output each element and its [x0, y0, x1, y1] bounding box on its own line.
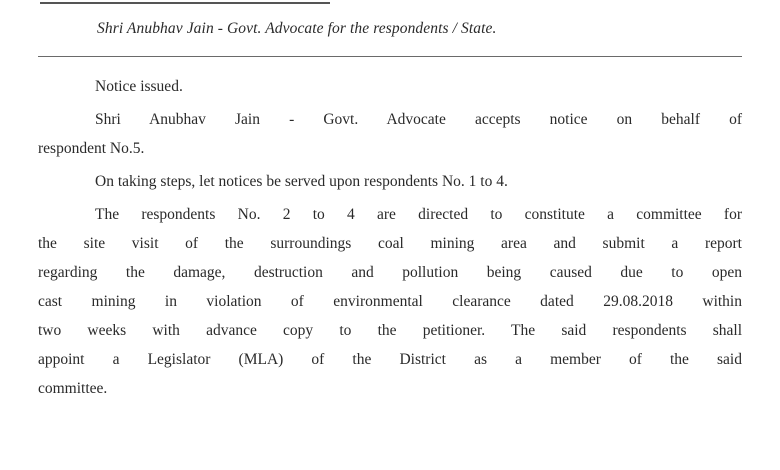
paragraph-line: regarding the damage, destruction and pollution being caused due to open	[38, 264, 742, 281]
paragraph-line: two weeks with advance copy to the petitioner. The said respondents shall	[38, 322, 742, 339]
paragraph-committee-direction	[38, 200, 742, 403]
paragraph-serve-notices	[38, 167, 742, 196]
paragraph-advocate-accepts	[38, 105, 742, 163]
paragraph-line: committee.	[38, 380, 108, 397]
paragraph-notice-issued	[38, 72, 742, 101]
paragraph-line: cast mining in violation of environmental clearance dated 29.08.2018 within	[38, 293, 742, 310]
order-body	[38, 72, 742, 403]
paragraph-line: appoint a Legislator (MLA) of the District as a member of the said	[38, 351, 742, 368]
paragraph-line: Shri Anubhav Jain - Govt. Advocate accepts notice on behalf of	[95, 111, 742, 128]
paragraph-line: respondent No.5.	[38, 140, 145, 157]
paragraph-line: The respondents No. 2 to 4 are directed to constitute a committee for	[95, 206, 742, 223]
cropped-header-fragment	[40, 0, 340, 4]
section-divider	[38, 56, 742, 57]
counsel-appearance-line: Shri Anubhav Jain - Govt. Advocate for the respondents / State.	[97, 20, 497, 37]
paragraph-line: Notice issued.	[95, 78, 183, 95]
paragraph-line: the site visit of the surroundings coal mining area and submit a report	[38, 235, 742, 252]
paragraph-line: On taking steps, let notices be served upon respondents No. 1 to 4.	[95, 173, 508, 190]
